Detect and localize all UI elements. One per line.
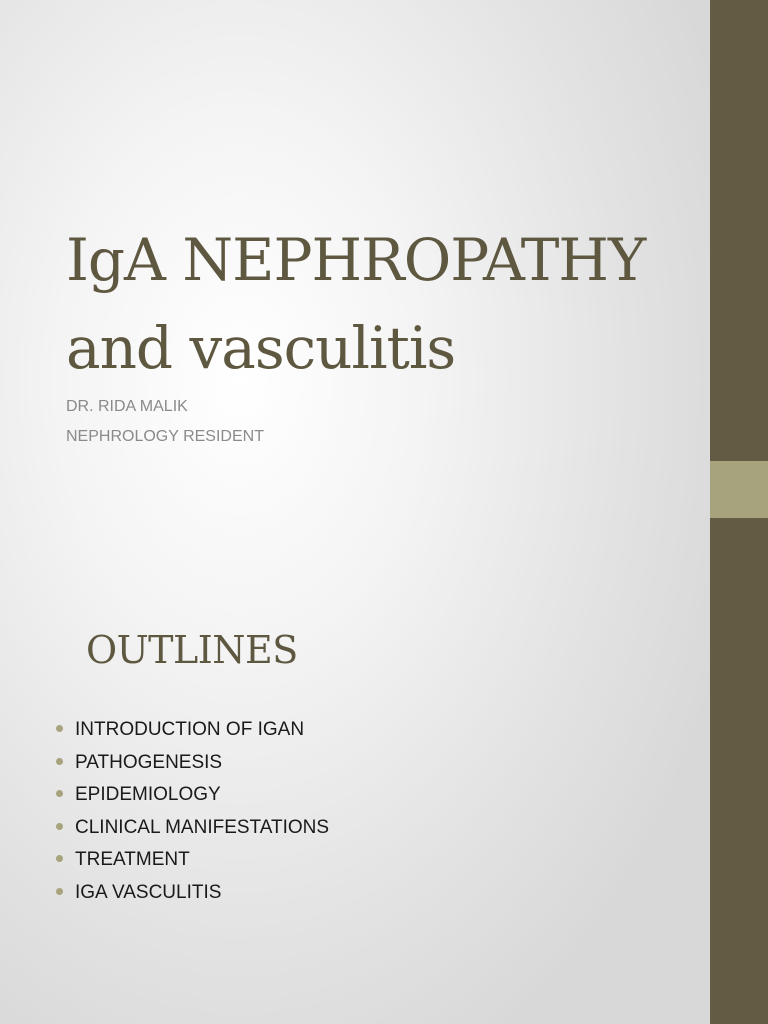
- author-name: DR. RIDA MALIK: [66, 398, 188, 415]
- list-item-text: INTRODUCTION OF IGAN: [75, 719, 305, 740]
- list-item: [56, 844, 329, 877]
- list-item: [56, 747, 329, 780]
- side-accent-block: [710, 461, 768, 518]
- list-item-text: CLINICAL MANIFESTATIONS: [75, 816, 330, 838]
- list-item: [56, 877, 329, 910]
- bullet-icon: [56, 758, 63, 765]
- author-role: NEPHROLOGY RESIDENT: [66, 428, 264, 445]
- bullet-icon: [56, 790, 63, 797]
- list-item: [56, 812, 329, 845]
- slide-subtitle: [66, 392, 264, 452]
- bullet-icon: [56, 855, 63, 862]
- outline-heading: OUTLINES: [86, 628, 298, 672]
- list-item-text: TREATMENT: [75, 849, 190, 870]
- title-line-1: IgA NEPHROPATHY: [66, 226, 646, 294]
- bullet-icon: [56, 888, 63, 895]
- bullet-icon: [56, 823, 63, 830]
- list-item-text: PATHOGENESIS: [75, 751, 223, 773]
- list-item-text: IGA VASCULITIS: [75, 881, 222, 903]
- list-item-text: EPIDEMIOLOGY: [75, 784, 221, 805]
- list-item: [56, 714, 329, 747]
- list-item: [56, 779, 329, 812]
- outline-list: [56, 714, 329, 909]
- title-line-2: and vasculitis: [66, 314, 456, 382]
- slide-title: [66, 216, 706, 392]
- bullet-icon: [56, 725, 63, 732]
